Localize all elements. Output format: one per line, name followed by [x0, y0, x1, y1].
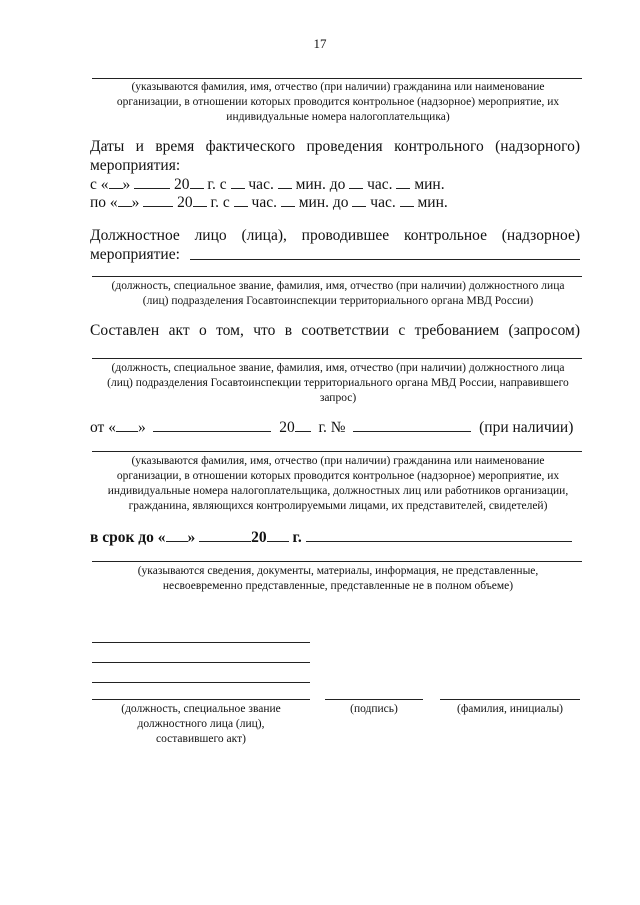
number-field[interactable] [353, 418, 471, 432]
hour-end-field[interactable] [352, 193, 366, 207]
day-field[interactable] [116, 418, 138, 432]
min-start-field[interactable] [278, 175, 292, 189]
position-line-4[interactable] [92, 699, 310, 700]
dates-heading-cont: мероприятия: [90, 157, 181, 174]
day-field[interactable] [166, 528, 188, 542]
official-field-2[interactable] [92, 276, 582, 277]
min-end-field[interactable] [396, 175, 410, 189]
min-end-field[interactable] [400, 193, 414, 207]
page-number: 17 [313, 36, 327, 51]
min-start-field[interactable] [281, 193, 295, 207]
official-heading: Должностное лицо (лица), проводившее контрольное (надзорное) [90, 227, 580, 244]
caption-signature: (подпись) [350, 703, 398, 715]
name-line[interactable] [440, 699, 580, 700]
date-to-row: по « » 20 г. с час. мин. до час. мин. [90, 194, 448, 211]
day-field[interactable] [118, 193, 132, 207]
year-field[interactable] [193, 193, 207, 207]
position-line-1[interactable] [92, 642, 310, 643]
position-line-2[interactable] [92, 662, 310, 663]
caption-name: (фамилия, инициалы) [456, 703, 564, 715]
caption-requester: (должность, специальное звание, фамилия, имя, отчество (при наличии) должностного лица (лиц) подразделения Госавтоинспекции территориального органа МВД России, направившего запрос) [107, 362, 569, 404]
year-field[interactable] [190, 175, 204, 189]
position-line-3[interactable] [92, 682, 310, 683]
from-row: от « » 20 г. № (при наличии) [90, 419, 574, 436]
subject-line[interactable] [92, 78, 582, 79]
signature-line[interactable] [325, 699, 423, 700]
caption-position: (должность, специальное звание должностного лица (лиц), составившего акт) [121, 703, 281, 745]
dates-heading: Даты и время фактического проведения контрольного (надзорного) [90, 138, 580, 155]
caption-details: (указываются сведения, документы, материалы, информация, не представленные, несвоевременно представленные, представленные не в полном объеме) [137, 565, 539, 592]
hour-start-field[interactable] [234, 193, 248, 207]
caption-subject: (указываются фамилия, имя, отчество (при наличии) гражданина или наименование организации, в отношении которых проводится контрольное (надзорное) мероприятие, их индивидуальные номера налогоплательщика) [116, 81, 560, 123]
details-field-2[interactable] [92, 561, 582, 562]
caption-official: (должность, специальное звание, фамилия, имя, отчество (при наличии) должностного лица (лиц) подразделения Госавтоинспекции территориального органа МВД России) [111, 280, 565, 307]
month-field[interactable] [134, 175, 170, 189]
deadline-row: в срок до « » 20 г. [90, 528, 572, 547]
requester-field[interactable] [92, 358, 582, 359]
details-field[interactable] [306, 528, 572, 542]
subject-field[interactable] [92, 451, 582, 452]
hour-end-field[interactable] [349, 175, 363, 189]
month-field[interactable] [153, 418, 271, 432]
month-field[interactable] [143, 193, 173, 207]
date-from-row: с « » 20 г. с час. мин. до час. мин. [90, 176, 445, 193]
month-field[interactable] [199, 528, 251, 542]
year-field[interactable] [267, 528, 289, 542]
year-field[interactable] [295, 418, 311, 432]
caption-persons: (указываются фамилия, имя, отчество (при наличии) гражданина или наименование организации, в отношении которых проводится контрольное (надзорное) мероприятие, их индивидуальные номера налогоплательщика, должностных лиц или работников организации, гражданина, являющихся контролируемыми лицами, их представителей, свидетелей) [107, 455, 569, 512]
day-field[interactable] [109, 175, 123, 189]
official-field[interactable] [190, 259, 580, 260]
act-statement: Составлен акт о том, что в соответствии с требованием (запросом) [90, 322, 580, 339]
official-heading-cont: мероприятие: [90, 246, 180, 263]
hour-start-field[interactable] [231, 175, 245, 189]
